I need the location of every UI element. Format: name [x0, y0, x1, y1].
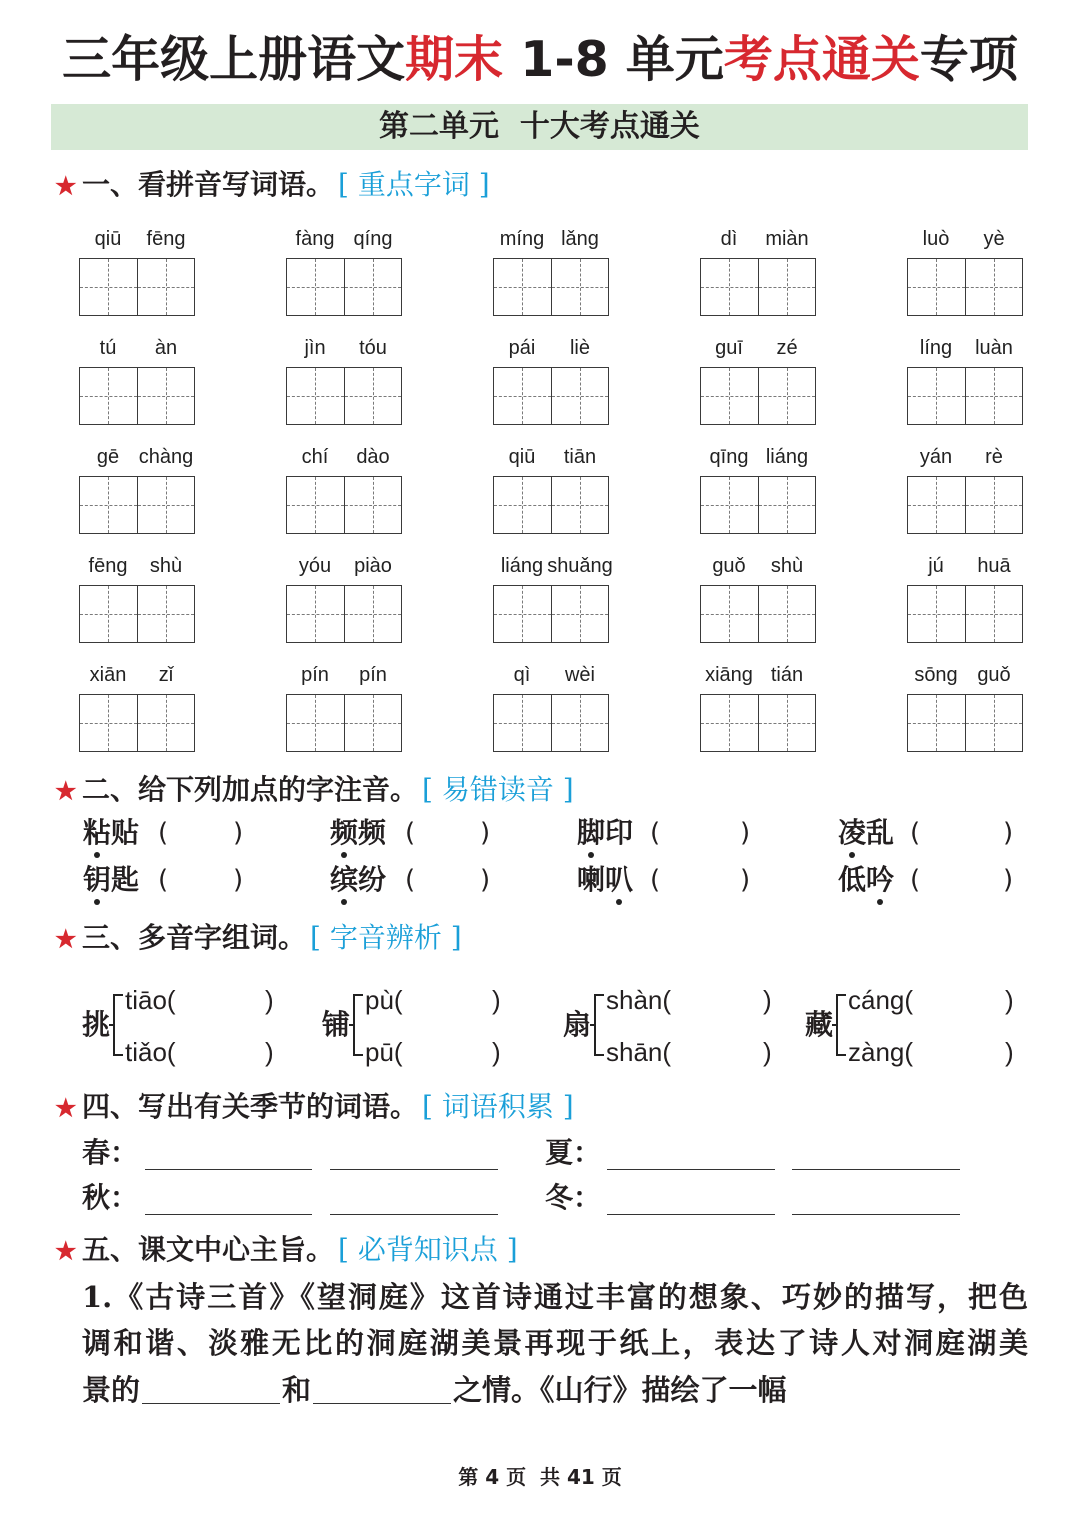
paren-close: )	[1003, 865, 1014, 895]
tianzige-writing-box[interactable]	[79, 258, 195, 316]
section-tag: [ 易错读音 ]	[422, 773, 574, 806]
word-char: 乱	[866, 816, 895, 849]
phonetic-item	[83, 862, 263, 898]
pinyin-syllable: qì	[513, 664, 531, 686]
pinyin-syllable: lǎng	[561, 228, 599, 250]
tianzige-writing-box[interactable]	[907, 585, 1023, 643]
dotted-char: 频	[330, 816, 359, 849]
title-part: 三年级上册语文	[62, 31, 406, 88]
paren-open: (	[662, 1037, 672, 1067]
answer-line[interactable]	[330, 1195, 498, 1215]
reading-row	[848, 983, 913, 1017]
paren-open: (	[662, 985, 672, 1015]
answer-slot[interactable]	[175, 817, 227, 849]
title-highlight: 期末	[405, 31, 504, 88]
pinyin-syllable: míng	[499, 228, 545, 250]
section-tag: [ 字音辨析 ]	[310, 921, 462, 954]
tianzige-writing-box[interactable]	[493, 694, 609, 752]
unit-subtitle-band	[51, 104, 1028, 150]
word-item	[79, 553, 195, 643]
word-item	[907, 335, 1023, 425]
season-label-summer: 夏：	[545, 1136, 602, 1169]
word-item	[907, 444, 1023, 534]
paren-close: )	[265, 985, 274, 1015]
writing-cell[interactable]	[80, 368, 137, 424]
writing-cell[interactable]	[965, 259, 1023, 315]
dotted-char: 凌	[838, 816, 867, 849]
phonetic-item	[838, 862, 1018, 898]
pinyin-syllable: fēng	[88, 555, 128, 577]
reading-row	[125, 1035, 176, 1069]
writing-cell[interactable]	[80, 695, 137, 751]
paren-open: (	[166, 1037, 176, 1067]
dotted-char: 叭	[605, 863, 634, 896]
answer-line[interactable]	[607, 1150, 775, 1170]
pinyin-syllable: fēng	[146, 228, 186, 250]
pinyin-syllable: piào	[354, 555, 392, 577]
word-slot[interactable]	[417, 1035, 487, 1065]
section-tag: [ 词语积累 ]	[422, 1090, 574, 1123]
writing-cell[interactable]	[494, 695, 551, 751]
pinyin-syllable: qiū	[508, 446, 536, 468]
writing-cell[interactable]	[908, 477, 965, 533]
writing-cell[interactable]	[494, 368, 551, 424]
word-item	[907, 553, 1023, 643]
fill-blank[interactable]	[313, 1373, 451, 1404]
title-part: 专项	[919, 31, 1018, 88]
word-item	[493, 226, 609, 316]
reading-pinyin: shàn	[606, 985, 663, 1015]
phonetic-item	[577, 862, 757, 898]
reading-pinyin: pù	[365, 985, 394, 1015]
pinyin-syllable: shù	[770, 555, 804, 577]
pinyin-syllable: luàn	[975, 337, 1013, 359]
word-slot[interactable]	[930, 1035, 1000, 1065]
word-char: 贴	[111, 816, 140, 849]
word-slot[interactable]	[192, 1035, 262, 1065]
pinyin-syllable: qīng	[709, 446, 749, 468]
paren-open: (	[904, 985, 914, 1015]
section-heading	[55, 167, 490, 203]
pinyin-syllable: huā	[977, 555, 1011, 577]
pinyin-syllable: wèi	[564, 664, 596, 686]
reading-pinyin: tiāo	[125, 985, 167, 1015]
answer-slot[interactable]	[930, 817, 982, 849]
pinyin-syllable: guī	[715, 337, 743, 359]
pinyin-syllable: qiū	[94, 228, 122, 250]
writing-cell[interactable]	[551, 477, 609, 533]
pinyin-syllable: liè	[569, 337, 591, 359]
pinyin-syllable: yóu	[298, 555, 332, 577]
section-title: 五、课文中心主旨。	[82, 1233, 335, 1266]
paren-open: (	[158, 865, 169, 895]
polyphone-char: 藏	[805, 1008, 834, 1041]
writing-cell[interactable]	[701, 368, 758, 424]
word-item	[286, 335, 402, 425]
tianzige-writing-box[interactable]	[79, 476, 195, 534]
section-title: 二、给下列加点的字注音。	[82, 773, 419, 806]
paren-open: (	[393, 985, 403, 1015]
writing-cell[interactable]	[137, 586, 195, 642]
polyphone-group	[563, 980, 788, 1074]
section-title: 一、看拼音写词语。	[82, 168, 335, 201]
unit-subtitle: 第二单元 十大考点通关	[379, 109, 700, 144]
paren-close: )	[233, 865, 244, 895]
paragraph-line: 调和谐、淡雅无比的洞庭湖美景再现于纸上，表达了诗人对洞庭湖美	[82, 1326, 1028, 1360]
word-char: 喇	[577, 863, 606, 896]
writing-cell[interactable]	[137, 695, 195, 751]
word-slot[interactable]	[688, 1035, 758, 1065]
tianzige-writing-box[interactable]	[79, 585, 195, 643]
tianzige-writing-box[interactable]	[907, 367, 1023, 425]
word-item	[493, 335, 609, 425]
pinyin-syllable: pái	[508, 337, 536, 359]
pinyin-syllable: fàng	[295, 228, 335, 250]
dotted-char: 粘	[83, 816, 112, 849]
tianzige-writing-box[interactable]	[286, 258, 402, 316]
tianzige-writing-box[interactable]	[700, 585, 816, 643]
reading-row	[606, 1035, 671, 1069]
paren-close: )	[480, 865, 491, 895]
pinyin-syllable: gē	[96, 446, 120, 468]
word-char: 低	[838, 863, 867, 896]
writing-cell[interactable]	[137, 368, 195, 424]
pinyin-syllable: xiān	[89, 664, 127, 686]
section-tag: [ 必背知识点 ]	[338, 1233, 518, 1266]
writing-cell[interactable]	[908, 586, 965, 642]
phonetic-item	[83, 815, 263, 851]
pinyin-syllable: pín	[359, 664, 387, 686]
writing-cell[interactable]	[758, 259, 816, 315]
title-highlight: 考点通关	[723, 31, 920, 88]
paren-close: )	[763, 1037, 772, 1067]
star-icon: ★	[55, 171, 77, 200]
writing-cell[interactable]	[494, 586, 551, 642]
brace	[594, 994, 604, 1056]
reading-row	[125, 983, 176, 1017]
star-icon: ★	[55, 924, 77, 953]
pinyin-syllable: guǒ	[712, 555, 746, 577]
writing-cell[interactable]	[344, 586, 402, 642]
text-fragment: 之情。《山行》描绘了一幅	[453, 1373, 787, 1407]
paren-open: (	[166, 985, 176, 1015]
season-label-spring: 春：	[82, 1136, 139, 1169]
title-part: 1-8 单元	[503, 31, 724, 88]
writing-cell[interactable]	[965, 368, 1023, 424]
writing-cell[interactable]	[344, 259, 402, 315]
writing-cell[interactable]	[287, 368, 344, 424]
paren-close: )	[763, 985, 772, 1015]
writing-cell[interactable]	[344, 368, 402, 424]
writing-cell[interactable]	[551, 368, 609, 424]
pinyin-syllable: shuǎng	[547, 555, 613, 577]
star-icon: ★	[55, 1236, 77, 1265]
writing-cell[interactable]	[80, 259, 137, 315]
word-item	[79, 662, 195, 752]
word-item	[79, 226, 195, 316]
fill-blank[interactable]	[142, 1373, 280, 1404]
writing-cell[interactable]	[80, 477, 137, 533]
phonetic-item	[838, 815, 1018, 851]
reading-pinyin: zàng	[848, 1037, 905, 1067]
writing-cell[interactable]	[137, 477, 195, 533]
writing-cell[interactable]	[701, 259, 758, 315]
word-slot[interactable]	[192, 983, 262, 1013]
tianzige-writing-box[interactable]	[907, 258, 1023, 316]
pinyin-syllable: tiān	[563, 446, 597, 468]
tianzige-writing-box[interactable]	[493, 476, 609, 534]
writing-cell[interactable]	[758, 477, 816, 533]
writing-cell[interactable]	[551, 586, 609, 642]
word-item	[700, 226, 816, 316]
tianzige-writing-box[interactable]	[79, 694, 195, 752]
writing-cell[interactable]	[551, 259, 609, 315]
section-heading	[55, 772, 574, 808]
paren-close: )	[492, 985, 501, 1015]
word-slot[interactable]	[930, 983, 1000, 1013]
paren-open: (	[910, 865, 921, 895]
pinyin-syllable: líng	[919, 337, 953, 359]
pinyin-syllable: sōng	[914, 664, 958, 686]
reading-pinyin: pū	[365, 1037, 394, 1067]
tianzige-writing-box[interactable]	[286, 694, 402, 752]
section-title: 三、多音字组词。	[82, 921, 307, 954]
phonetic-item	[330, 862, 510, 898]
polyphone-char: 扇	[563, 1008, 592, 1041]
paren-open: (	[650, 865, 661, 895]
dotted-char: 缤	[330, 863, 359, 896]
tianzige-writing-box[interactable]	[286, 585, 402, 643]
paren-open: (	[910, 818, 921, 848]
tianzige-writing-box[interactable]	[700, 367, 816, 425]
paren-close: )	[265, 1037, 274, 1067]
word-item	[493, 553, 613, 643]
word-slot[interactable]	[417, 983, 487, 1013]
pinyin-syllable: liáng	[500, 555, 544, 577]
section-heading	[55, 1089, 574, 1125]
pinyin-syllable: xiāng	[705, 664, 753, 686]
word-item	[493, 662, 609, 752]
pinyin-syllable: miàn	[765, 228, 809, 250]
paragraph-line: 1.《古诗三首》《望洞庭》这首诗通过丰富的想象、巧妙的描写，把色	[82, 1280, 1028, 1314]
section-heading	[55, 920, 462, 956]
pinyin-syllable: chàng	[138, 446, 194, 468]
tianzige-writing-box[interactable]	[286, 476, 402, 534]
paren-open: (	[158, 818, 169, 848]
pinyin-syllable: chí	[301, 446, 329, 468]
paren-open: (	[650, 818, 661, 848]
tianzige-writing-box[interactable]	[79, 367, 195, 425]
answer-slot[interactable]	[930, 864, 982, 896]
answer-line[interactable]	[607, 1195, 775, 1215]
polyphone-group	[322, 980, 547, 1074]
word-item	[700, 335, 816, 425]
dotted-char: 钥	[83, 863, 112, 896]
word-char: 印	[605, 816, 634, 849]
reading-row	[848, 1035, 913, 1069]
phonetic-item	[330, 815, 510, 851]
writing-cell[interactable]	[551, 695, 609, 751]
answer-slot[interactable]	[422, 817, 474, 849]
writing-cell[interactable]	[80, 586, 137, 642]
answer-line[interactable]	[792, 1150, 960, 1170]
tianzige-writing-box[interactable]	[286, 367, 402, 425]
pinyin-syllable: liáng	[765, 446, 809, 468]
word-item	[700, 444, 816, 534]
polyphone-group	[82, 980, 307, 1074]
section-title: 四、写出有关季节的词语。	[82, 1090, 419, 1123]
writing-cell[interactable]	[965, 477, 1023, 533]
writing-cell[interactable]	[701, 586, 758, 642]
word-slot[interactable]	[688, 983, 758, 1013]
pinyin-syllable: jìn	[304, 337, 326, 359]
answer-line[interactable]	[145, 1150, 312, 1170]
pinyin-syllable: zǐ	[158, 664, 174, 686]
tianzige-writing-box[interactable]	[700, 694, 816, 752]
paren-open: (	[405, 818, 416, 848]
star-icon: ★	[55, 776, 77, 805]
pinyin-syllable: tú	[99, 337, 117, 359]
word-item	[907, 226, 1023, 316]
pinyin-syllable: luò	[922, 228, 950, 250]
pinyin-syllable: dào	[356, 446, 390, 468]
word-item	[700, 662, 816, 752]
pinyin-syllable: pín	[301, 664, 329, 686]
tianzige-writing-box[interactable]	[493, 258, 609, 316]
tianzige-writing-box[interactable]	[907, 476, 1023, 534]
word-item	[79, 335, 195, 425]
word-char: 频	[358, 816, 387, 849]
word-item	[700, 553, 816, 643]
pinyin-syllable: dì	[720, 228, 738, 250]
word-char: 匙	[111, 863, 140, 896]
pinyin-syllable: rè	[985, 446, 1003, 468]
pinyin-syllable: shù	[149, 555, 183, 577]
word-item	[286, 662, 402, 752]
reading-pinyin: tiǎo	[125, 1037, 167, 1067]
tianzige-writing-box[interactable]	[493, 367, 609, 425]
pinyin-syllable: tóu	[359, 337, 387, 359]
pinyin-syllable: yè	[983, 228, 1005, 250]
tianzige-writing-box[interactable]	[493, 585, 609, 643]
writing-cell[interactable]	[965, 586, 1023, 642]
polyphone-char: 铺	[322, 1008, 351, 1041]
paren-close: )	[740, 865, 751, 895]
word-item	[286, 553, 402, 643]
answer-slot[interactable]	[422, 864, 474, 896]
paren-close: )	[480, 818, 491, 848]
writing-cell[interactable]	[137, 259, 195, 315]
paren-close: )	[740, 818, 751, 848]
text-fragment: 和	[282, 1373, 312, 1407]
writing-cell[interactable]	[287, 259, 344, 315]
paragraph-line	[82, 1367, 1028, 1413]
writing-cell[interactable]	[344, 477, 402, 533]
polyphone-group	[805, 980, 1030, 1074]
answer-slot[interactable]	[669, 864, 721, 896]
brace	[113, 994, 123, 1056]
page-title	[0, 28, 1080, 92]
dotted-char: 脚	[577, 816, 606, 849]
pinyin-syllable: qíng	[353, 228, 393, 250]
tianzige-writing-box[interactable]	[907, 694, 1023, 752]
reading-row	[365, 1035, 403, 1069]
writing-cell[interactable]	[758, 368, 816, 424]
paren-close: )	[1005, 1037, 1014, 1067]
paren-open: (	[393, 1037, 403, 1067]
phonetic-item	[577, 815, 757, 851]
pinyin-syllable: tián	[770, 664, 804, 686]
reading-row	[606, 983, 671, 1017]
writing-cell[interactable]	[758, 586, 816, 642]
word-item	[286, 444, 402, 534]
writing-cell[interactable]	[494, 259, 551, 315]
answer-line[interactable]	[792, 1195, 960, 1215]
answer-line[interactable]	[330, 1150, 498, 1170]
reading-pinyin: shān	[606, 1037, 663, 1067]
word-char: 纷	[358, 863, 387, 896]
paren-close: )	[233, 818, 244, 848]
season-label-autumn: 秋：	[82, 1181, 139, 1214]
writing-cell[interactable]	[701, 477, 758, 533]
reading-row	[365, 983, 403, 1017]
pinyin-syllable: yán	[919, 446, 953, 468]
word-item	[907, 662, 1023, 752]
star-icon: ★	[55, 1093, 77, 1122]
polyphone-char: 挑	[82, 1008, 111, 1041]
writing-cell[interactable]	[494, 477, 551, 533]
writing-cell[interactable]	[965, 695, 1023, 751]
paren-close: )	[492, 1037, 501, 1067]
pinyin-syllable: zé	[776, 337, 798, 359]
dotted-char: 吟	[866, 863, 895, 896]
writing-cell[interactable]	[908, 695, 965, 751]
writing-cell[interactable]	[287, 477, 344, 533]
section-tag: [ 重点字词 ]	[338, 168, 490, 201]
pinyin-syllable: àn	[154, 337, 178, 359]
writing-cell[interactable]	[287, 695, 344, 751]
paren-close: )	[1005, 985, 1014, 1015]
season-label-winter: 冬：	[545, 1181, 602, 1214]
page-number: 第 4 页 共 41 页	[458, 1465, 622, 1489]
brace	[836, 994, 846, 1056]
paren-close: )	[1003, 818, 1014, 848]
section-heading	[55, 1232, 518, 1268]
brace	[353, 994, 363, 1056]
tianzige-writing-box[interactable]	[700, 476, 816, 534]
word-item	[79, 444, 195, 534]
writing-cell[interactable]	[908, 259, 965, 315]
writing-cell[interactable]	[344, 695, 402, 751]
word-item	[286, 226, 402, 316]
paren-open: (	[405, 865, 416, 895]
answer-slot[interactable]	[669, 817, 721, 849]
pinyin-syllable: jú	[928, 555, 944, 577]
writing-cell[interactable]	[287, 586, 344, 642]
writing-cell[interactable]	[908, 368, 965, 424]
reading-pinyin: cáng	[848, 985, 905, 1015]
text-fragment: 景的	[82, 1373, 141, 1407]
tianzige-writing-box[interactable]	[700, 258, 816, 316]
answer-slot[interactable]	[175, 864, 227, 896]
paren-open: (	[904, 1037, 914, 1067]
writing-cell[interactable]	[701, 695, 758, 751]
word-item	[493, 444, 609, 534]
answer-line[interactable]	[145, 1195, 312, 1215]
writing-cell[interactable]	[758, 695, 816, 751]
pinyin-syllable: guǒ	[977, 664, 1011, 686]
